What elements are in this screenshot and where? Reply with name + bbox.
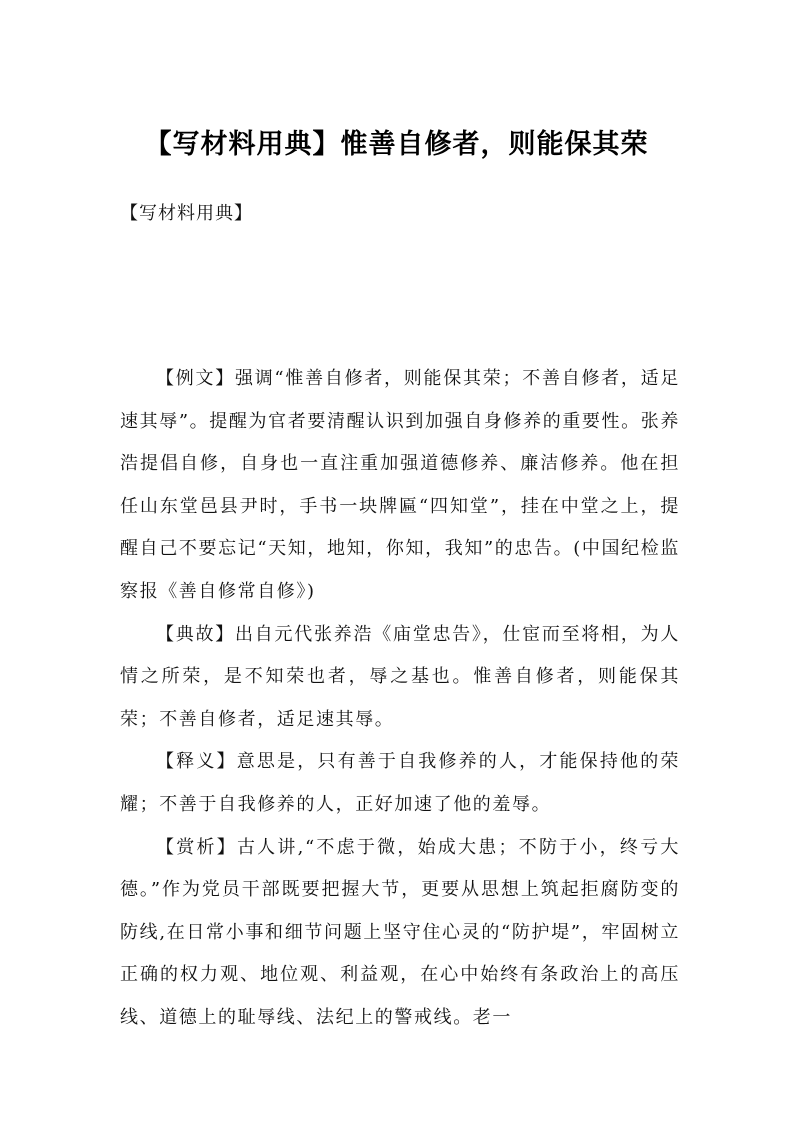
article-body: [120, 358, 680, 1040]
paragraph-allusion: [120, 614, 680, 742]
section-text-meaning: 意思是，只有善于自我修养的人，才能保持他的荣耀；不善于自我修养的人，正好加速了他的羞辱。: [120, 751, 680, 815]
paragraph-appreciation: [120, 827, 680, 1040]
section-text-appreciation: 古人讲,“不虑于微，始成大患；不防于小，终亏大德。”作为党员干部既要把握大节，更要从思想上筑起拒腐防变的防线,在日常小事和细节问题上坚守住心灵的“防护堤”，牢固树立正确的权力观、地位观、利益观，在心中始终有条政治上的高压线、道德上的耻辱线、法纪上的警戒线。老一: [120, 836, 680, 1028]
section-text-example: 强调“惟善自修者，则能保其荣；不善自修者，适足速其辱”。提醒为官者要清醒认识到加强自身修养的重要性。张养浩提倡自修，自身也一直注重加强道德修养、廉洁修养。他在担任山东堂邑县尹时，手书一块牌匾“四知堂”，挂在中堂之上，提醒自己不要忘记“天知，地知，你知，我知”的忠告。(中国纪检监察报《善自修常自修》): [120, 368, 680, 602]
section-label-meaning: 【释义】: [156, 751, 237, 773]
document-title: 【写材料用典】惟善自修者，则能保其荣: [144, 129, 649, 160]
section-label-allusion: 【典故】: [156, 623, 235, 645]
source-tag: 【写材料用典】: [120, 203, 253, 224]
paragraph-meaning: [120, 741, 680, 826]
section-label-example: 【例文】: [156, 368, 235, 389]
paragraph-example: [120, 358, 680, 614]
section-text-allusion: 出自元代张养浩《庙堂忠告》，仕宦而至将相，为人情之所荣，是不知荣也者，辱之基也。惟善自修者，则能保其荣；不善自修者，适足速其辱。: [120, 623, 680, 730]
section-label-appreciation: 【赏析】: [156, 836, 237, 858]
